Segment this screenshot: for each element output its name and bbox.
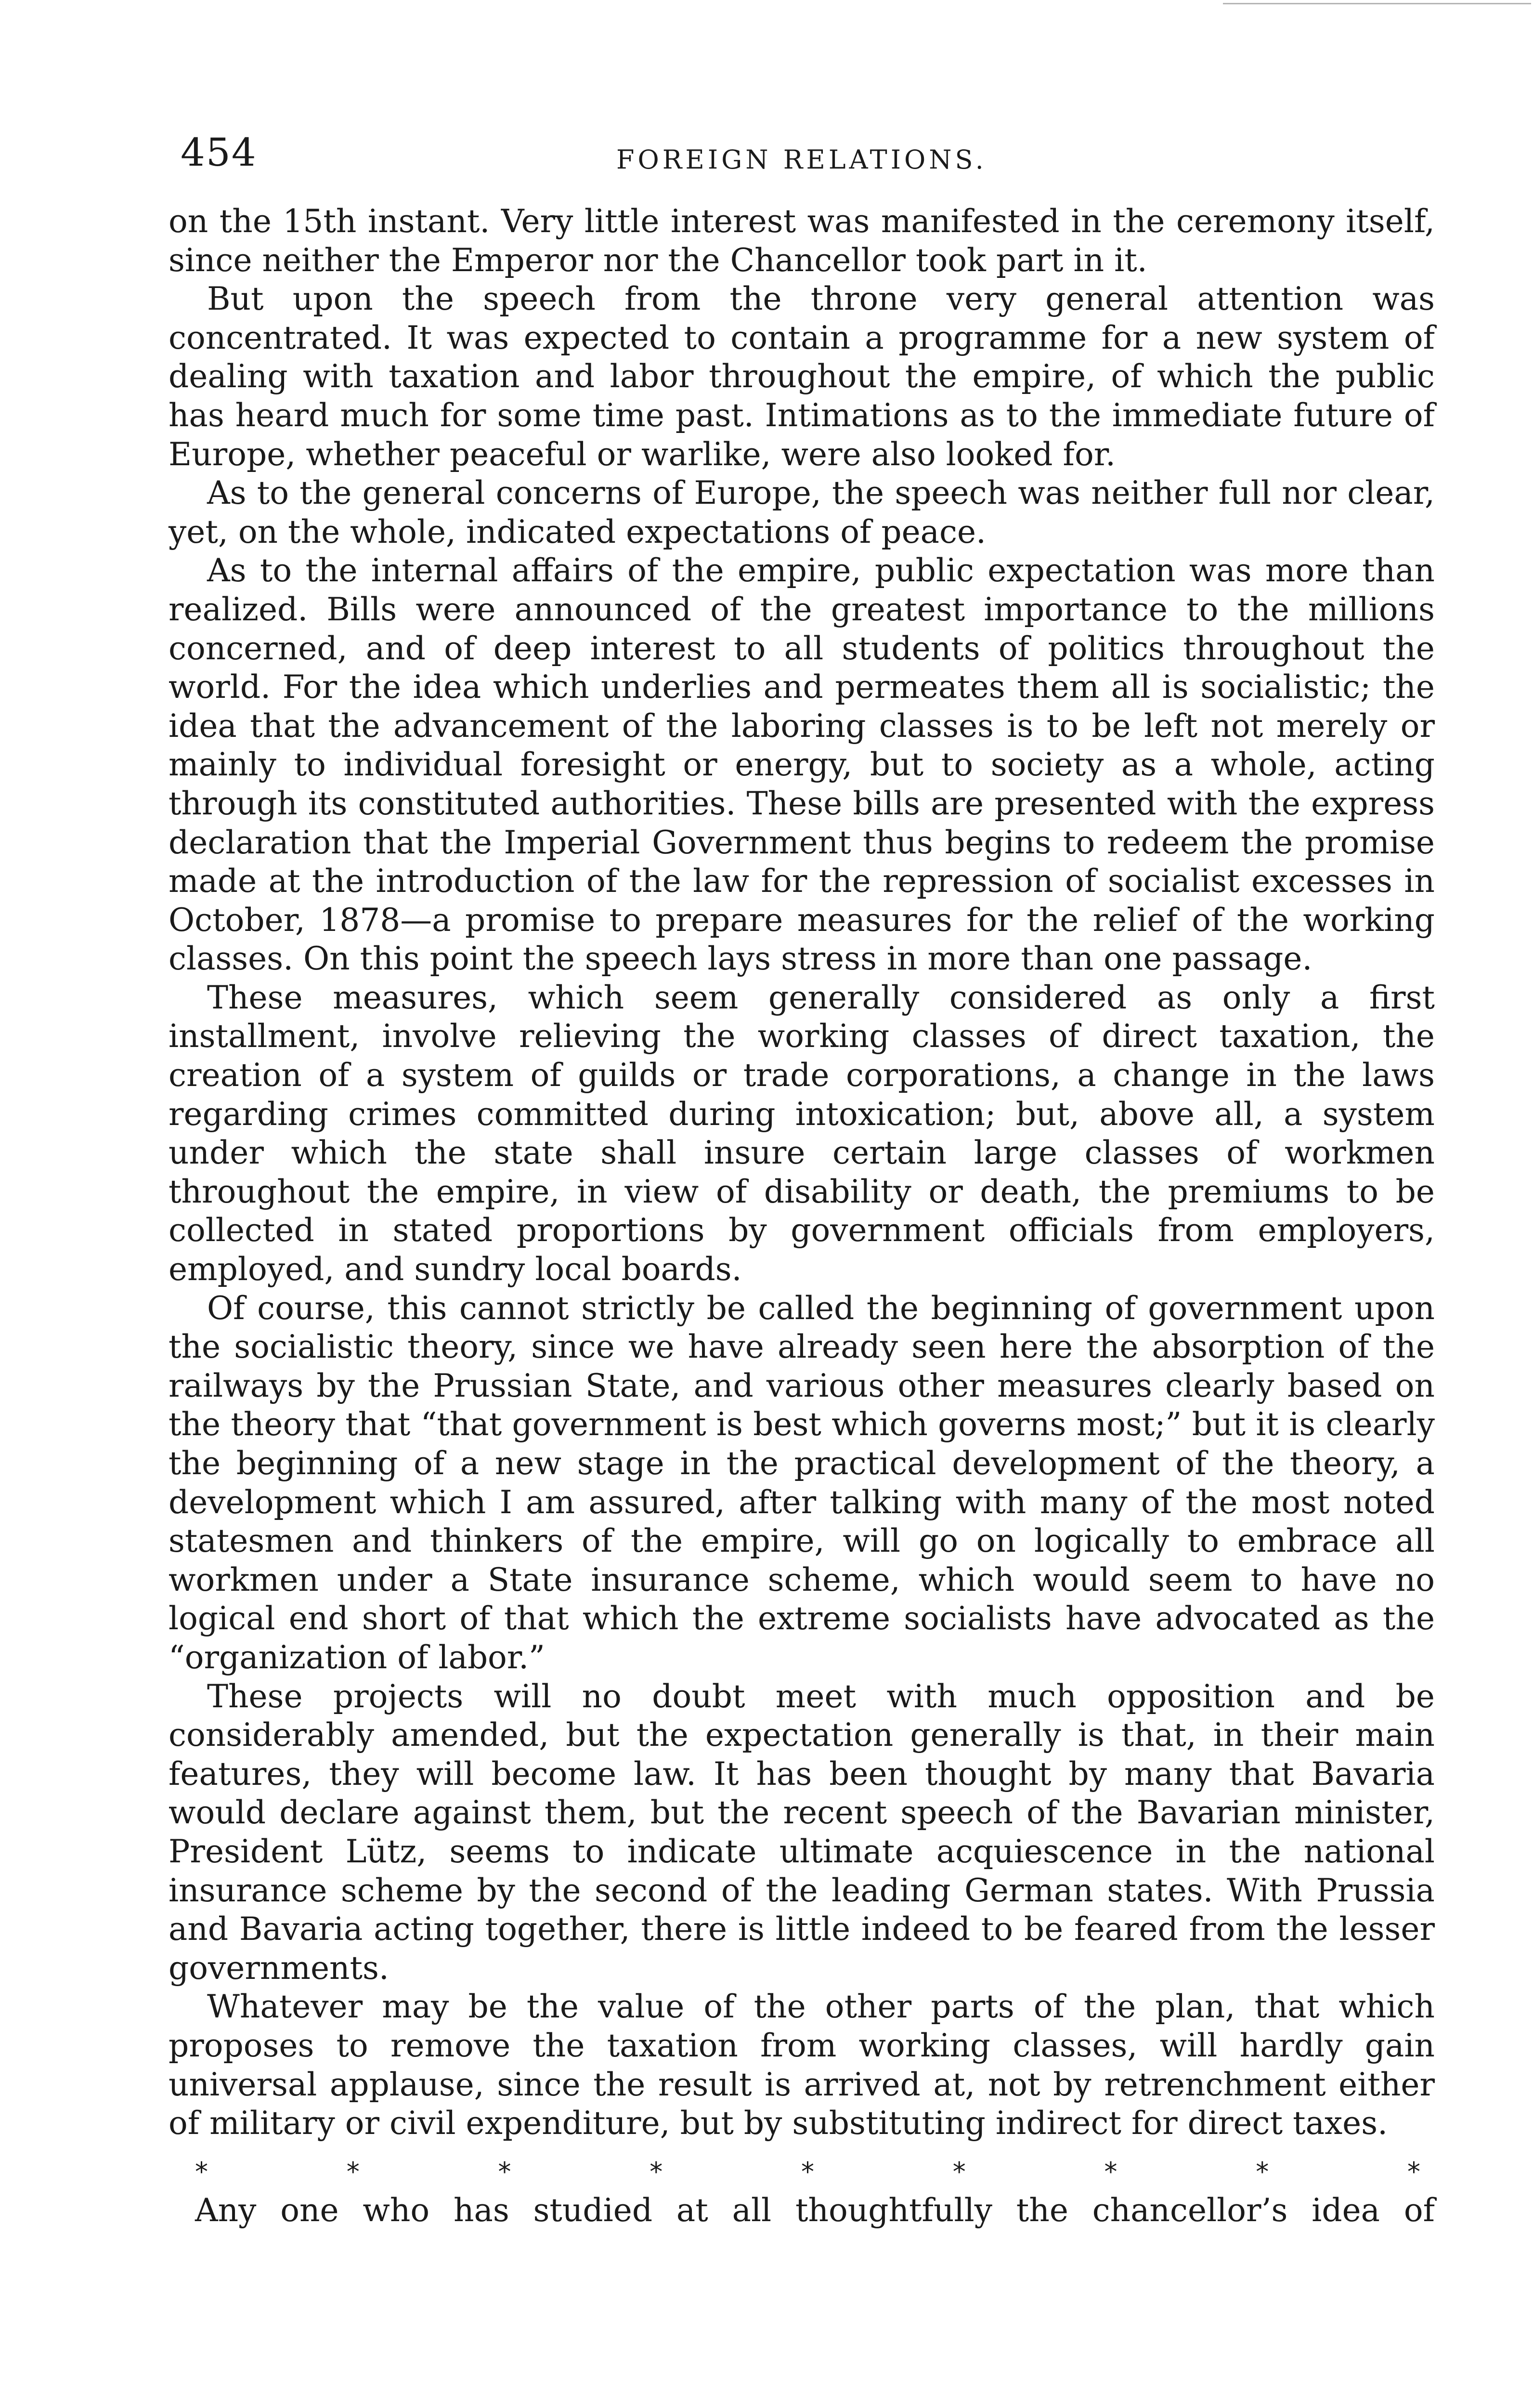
separator-star: *: [650, 2156, 663, 2187]
paragraph-1: on the 15th instant. Very little interest was manifested in the ceremony itself, since neither the Emperor nor the Chancellor took part in it.: [169, 203, 1435, 279]
separator-star: *: [1256, 2156, 1269, 2187]
separator-star: *: [952, 2156, 966, 2187]
paragraph-3: As to the general concerns of Europe, the speech was neither full nor clear, yet, on the whole, indicated expectations of peace.: [169, 474, 1435, 550]
paragraph-2: But upon the speech from the throne very general attention was concentrated. It was expected to contain a programme for a new system of dealing with taxation and labor throughout the empire, of which the public has heard much for some time past. Intimations as to the immediate future of Europe, whether peaceful or warlike, were also looked for.: [169, 280, 1435, 473]
page: [169, 130, 1435, 2230]
page-header: [169, 130, 1435, 202]
body-text: [169, 202, 1435, 2143]
separator-star: *: [498, 2156, 511, 2187]
continuation-line: Any one who has studied at all thoughtfully the chancellor’s idea of: [195, 2191, 1435, 2229]
section-separator: [169, 2143, 1435, 2191]
separator-star: *: [1104, 2156, 1117, 2187]
running-head: FOREIGN RELATIONS.: [616, 144, 987, 175]
separator-star: *: [195, 2156, 208, 2187]
paragraph-8: Whatever may be the value of the other parts of the plan, that which proposes to remove the taxation from working classes, will hardly gain universal applause, since the result is arrived at, not by retrenchment either of military or civil expenditure, but by substituting indirect for direct taxes.: [169, 1988, 1435, 2142]
paragraph-7: These projects will no doubt meet with much opposition and be considerably amended, but the expectation generally is that, in their main features, they will become law. It has been thought by many that Bavaria would declare against them, but the recent speech of the Bavarian minister, President Lütz, seems to indicate ultimate acquiescence in the national insurance scheme by the second of the leading German states. With Prussia and Bavaria acting together, there is little indeed to be feared from the lesser governments.: [169, 1677, 1435, 1987]
separator-star: *: [346, 2156, 360, 2187]
paragraph-6: Of course, this cannot strictly be called the beginning of government upon the socialistic theory, since we have already seen here the absorption of the railways by the Prussian State, and various other measures clearly based on the theory that “that government is best which governs most;” but it is clearly the beginning of a new stage in the practical development of the theory, a development which I am assured, after talking with many of the most noted statesmen and thinkers of the empire, will go on logically to embrace all workmen under a State insurance scheme, which would seem to have no logical end short of that which the extreme socialists have advocated as the “organization of labor.”: [169, 1289, 1435, 1676]
separator-star: *: [801, 2156, 814, 2187]
separator-star: *: [1407, 2156, 1420, 2187]
paragraph-4: As to the internal affairs of the empire, public expectation was more than realized. Bills were announced of the greatest importance to the millions concerned, and of deep interest to all students of politics throughout the world. For the idea which underlies and permeates them all is socialistic; the idea that the advancement of the laboring classes is to be left not merely or mainly to individual foresight or energy, but to society as a whole, acting through its constituted authorities. These bills are presented with the express declaration that the Imperial Government thus begins to redeem the promise made at the introduction of the law for the repression of socialist excesses in October, 1878—a promise to prepare measures for the relief of the working classes. On this point the speech lays stress in more than one passage.: [169, 552, 1435, 978]
paragraph-5: These measures, which seem generally considered as only a first installment, involve relieving the working classes of direct taxation, the creation of a system of guilds or trade corporations, a change in the laws regarding crimes committed during intoxication; but, above all, a system under which the state shall insure certain large classes of workmen throughout the empire, in view of disability or death, the premiums to be collected in stated proportions by government officials from employers, employed, and sundry local boards.: [169, 979, 1435, 1288]
top-rule: [1223, 3, 1531, 4]
page-number: 454: [181, 130, 257, 175]
